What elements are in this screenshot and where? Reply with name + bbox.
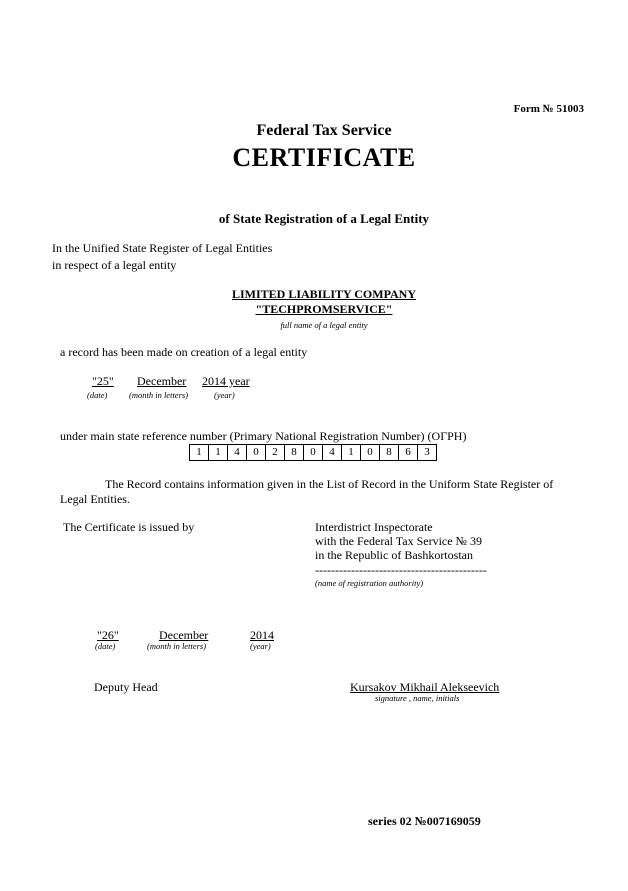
- entity-name-line-2: "TECHPROMSERVICE": [255, 302, 393, 316]
- intro-line-1: In the Unified State Register of Legal Entities: [52, 241, 273, 255]
- authority-line-3: in the Republic of Bashkortostan: [315, 548, 473, 562]
- ogrn-label: under main state reference number (Primary National Registration Number) (ОГРН): [60, 429, 467, 443]
- issue-year: 2014: [250, 628, 274, 642]
- signatory-position: Deputy Head: [94, 680, 158, 694]
- series-number: series 02 №007169059: [368, 814, 481, 828]
- ogrn-digit: 1: [190, 445, 209, 460]
- entity-name-caption: full name of a legal entity: [280, 320, 368, 330]
- ogrn-digit: 0: [304, 445, 323, 460]
- issue-day: "26": [97, 628, 119, 642]
- ogrn-digit: 0: [247, 445, 266, 460]
- ogrn-digit: 0: [361, 445, 380, 460]
- issue-day-caption: (date): [95, 641, 116, 651]
- record-month-caption: (month in letters): [129, 390, 189, 400]
- agency-name: Federal Tax Service: [256, 122, 392, 139]
- ogrn-digit: 6: [399, 445, 418, 460]
- record-info-line-2: Legal Entities.: [60, 492, 130, 506]
- record-day-caption: (date): [87, 390, 108, 400]
- ogrn-digit: 1: [342, 445, 361, 460]
- ogrn-digit: 4: [228, 445, 247, 460]
- certificate-title: CERTIFICATE: [232, 143, 416, 172]
- record-year-caption: (year): [214, 390, 235, 400]
- record-year: 2014 year: [202, 374, 250, 388]
- ogrn-digit: 1: [209, 445, 228, 460]
- ogrn-digit: 8: [380, 445, 399, 460]
- authority-caption: (name of registration authority): [315, 578, 424, 588]
- certificate-subtitle: of State Registration of a Legal Entity: [218, 211, 430, 226]
- issue-year-caption: (year): [250, 641, 271, 651]
- issued-by-label: The Certificate is issued by: [63, 520, 195, 534]
- authority-line-2: with the Federal Tax Service № 39: [315, 534, 483, 548]
- authority-line-1: Interdistrict Inspectorate: [315, 520, 433, 534]
- form-number: Form № 51003: [513, 103, 584, 115]
- ogrn-digit: 3: [424, 446, 430, 458]
- authority-dashes: -------------------------------------------: [315, 563, 487, 577]
- record-info-line-1: The Record contains information given in the List of Record in the Uniform State Register of: [105, 477, 554, 491]
- ogrn-digit: 2: [266, 445, 285, 460]
- signature-caption: signature , name, initials: [375, 693, 460, 703]
- signatory-name: Kursakov Mikhail Alekseevich: [350, 680, 500, 694]
- record-month: December: [137, 374, 187, 388]
- ogrn-digit: 4: [323, 445, 342, 460]
- record-day: "25": [92, 374, 114, 388]
- ogrn-number: [189, 444, 437, 461]
- ogrn-digit: 8: [285, 445, 304, 460]
- intro-line-2: in respect of a legal entity: [52, 258, 177, 272]
- issue-month-caption: (month in letters): [147, 641, 207, 651]
- entity-name-line-1: LIMITED LIABILITY COMPANY: [231, 287, 417, 301]
- issue-month: December: [159, 628, 209, 642]
- record-text: a record has been made on creation of a legal entity: [60, 345, 308, 359]
